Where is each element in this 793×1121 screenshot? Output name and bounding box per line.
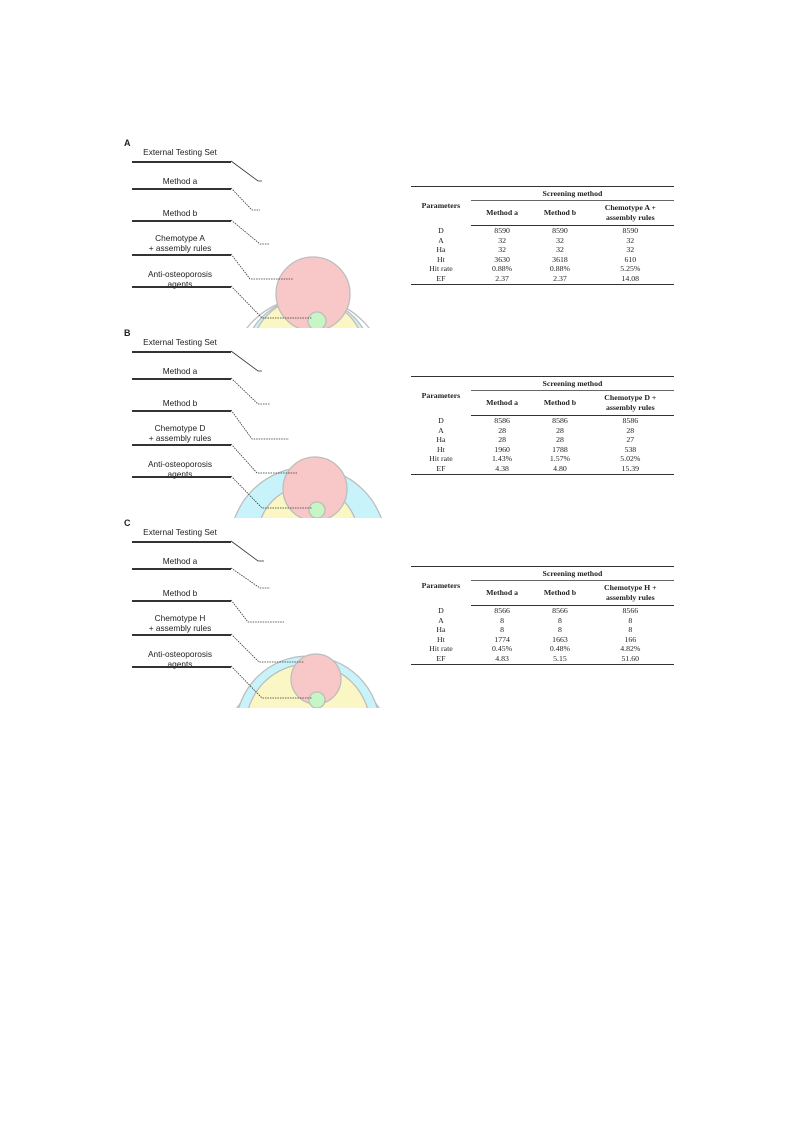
header-chemotype-rules: Chemotype A + assembly rules bbox=[587, 201, 674, 226]
figure-panel-a bbox=[0, 138, 793, 328]
label-underline bbox=[132, 568, 231, 570]
header-chemotype-rules: Chemotype D + assembly rules bbox=[587, 391, 674, 416]
row-parameter: D bbox=[438, 225, 444, 235]
cell-method-b: 1.57% bbox=[549, 454, 571, 464]
label-anti-osteoporosis-agents: Anti-osteoporosis agents bbox=[147, 269, 213, 289]
panel-letter: C bbox=[124, 518, 131, 528]
row-parameter: Ha bbox=[436, 435, 446, 445]
cell-method-b: 8 bbox=[558, 615, 562, 625]
leader-line bbox=[231, 444, 298, 473]
screening-results-table bbox=[411, 186, 674, 285]
cell-method-b: 8 bbox=[558, 625, 562, 635]
results-table bbox=[411, 566, 674, 665]
anti-osteoporosis-agents-circle bbox=[308, 312, 326, 328]
table-row bbox=[411, 236, 674, 246]
label-chemotype: Chemotype H + assembly rules bbox=[148, 613, 212, 633]
header-parameters: Parameters bbox=[411, 187, 471, 226]
cell-method-b: 8586 bbox=[552, 416, 568, 425]
cell-chemotype-rules: 4.82% bbox=[620, 644, 641, 654]
leader-line bbox=[231, 188, 260, 210]
cell-chemotype-rules: 14.08 bbox=[587, 274, 674, 284]
cell-chemotype-rules: 8 bbox=[628, 625, 633, 635]
cell-method-a: 0.45% bbox=[492, 644, 513, 654]
row-parameter: Hit rate bbox=[429, 644, 453, 654]
table-row bbox=[411, 226, 674, 236]
results-table bbox=[411, 186, 674, 285]
cell-method-b: 0.88% bbox=[549, 264, 571, 274]
label-method-a: Method a bbox=[162, 556, 198, 566]
leader-line bbox=[231, 220, 270, 244]
table-row bbox=[411, 255, 674, 265]
table-row bbox=[411, 264, 674, 274]
label-external-testing-set: External Testing Set bbox=[143, 527, 217, 537]
table-row bbox=[411, 274, 674, 284]
cell-method-b: 1788 bbox=[552, 444, 568, 454]
label-underline bbox=[132, 351, 231, 353]
cell-method-b: 8566 bbox=[552, 606, 568, 615]
row-parameter: A bbox=[438, 615, 444, 625]
cell-chemotype-rules: 8590 bbox=[622, 226, 639, 235]
label-underline bbox=[132, 254, 231, 256]
row-parameter: Hit rate bbox=[429, 454, 453, 464]
cell-method-a: 8590 bbox=[494, 226, 510, 235]
table-row bbox=[411, 654, 674, 664]
row-parameter: D bbox=[438, 605, 444, 615]
anti-osteoporosis-agents-circle bbox=[309, 502, 325, 518]
label-anti-osteoporosis-agents: Anti-osteoporosis agents bbox=[147, 459, 213, 479]
row-parameter: EF bbox=[411, 654, 471, 664]
header-screening-method: Screening method bbox=[471, 377, 674, 391]
cell-method-a: 0.88% bbox=[492, 264, 513, 274]
table-row bbox=[411, 606, 674, 616]
cell-chemotype-rules: 51.60 bbox=[587, 654, 674, 664]
cell-method-b: 3618 bbox=[552, 254, 568, 264]
cell-method-a: 4.83 bbox=[471, 654, 533, 664]
row-parameter: Ha bbox=[436, 245, 446, 255]
cell-chemotype-rules: 32 bbox=[626, 245, 635, 255]
cell-method-b: 2.37 bbox=[533, 274, 586, 284]
leader-line bbox=[231, 541, 264, 561]
table-row bbox=[411, 454, 674, 464]
panel-letter: A bbox=[124, 138, 131, 148]
row-parameter: Ht bbox=[437, 634, 445, 644]
label-underline bbox=[132, 410, 231, 412]
screening-results-table bbox=[411, 566, 674, 665]
label-external-testing-set: External Testing Set bbox=[143, 337, 217, 347]
label-method-a: Method a bbox=[162, 366, 198, 376]
label-underline bbox=[132, 188, 231, 190]
label-method-b: Method b bbox=[162, 398, 198, 408]
screening-results-table bbox=[411, 376, 674, 475]
cell-method-a: 2.37 bbox=[471, 274, 533, 284]
header-method-b: Method b bbox=[533, 581, 586, 606]
cell-method-a: 4.38 bbox=[471, 464, 533, 474]
cell-method-b: 4.80 bbox=[533, 464, 586, 474]
leader-line bbox=[231, 378, 270, 404]
cell-method-a: 1960 bbox=[494, 444, 510, 454]
label-underline bbox=[132, 476, 231, 478]
label-underline bbox=[132, 600, 231, 602]
cell-method-b: 28 bbox=[556, 435, 564, 445]
leader-line bbox=[231, 600, 284, 622]
label-external-testing-set: External Testing Set bbox=[143, 147, 217, 157]
cell-chemotype-rules: 166 bbox=[624, 634, 637, 644]
table-row bbox=[411, 445, 674, 455]
row-parameter: A bbox=[438, 425, 444, 435]
header-method-a: Method a bbox=[471, 581, 533, 606]
header-screening-method: Screening method bbox=[471, 187, 674, 201]
header-screening-method: Screening method bbox=[471, 567, 674, 581]
cell-chemotype-rules: 5.02% bbox=[620, 454, 641, 464]
table-row bbox=[411, 435, 674, 445]
header-parameters: Parameters bbox=[411, 377, 471, 416]
cell-chemotype-rules: 8 bbox=[628, 615, 633, 625]
cell-method-a: 8566 bbox=[494, 606, 510, 615]
cell-method-b: 8590 bbox=[552, 226, 568, 235]
table-row bbox=[411, 635, 674, 645]
row-parameter: EF bbox=[411, 274, 471, 284]
cell-chemotype-rules: 8566 bbox=[622, 606, 639, 615]
header-chemotype-rules: Chemotype H + assembly rules bbox=[587, 581, 674, 606]
cell-method-a: 28 bbox=[498, 425, 506, 435]
table-row bbox=[411, 616, 674, 626]
cell-chemotype-rules: 538 bbox=[624, 444, 637, 454]
figure-panel-c bbox=[0, 518, 793, 708]
cell-method-b: 5.15 bbox=[533, 654, 586, 664]
cell-method-a: 3630 bbox=[494, 254, 510, 264]
row-parameter: EF bbox=[411, 464, 471, 474]
figure-panel-b bbox=[0, 328, 793, 518]
cell-method-a: 1.43% bbox=[492, 454, 513, 464]
cell-chemotype-rules: 8586 bbox=[622, 416, 639, 425]
cell-method-b: 28 bbox=[556, 425, 564, 435]
header-parameters: Parameters bbox=[411, 567, 471, 606]
table-row bbox=[411, 416, 674, 426]
label-underline bbox=[132, 161, 231, 163]
table-row bbox=[411, 644, 674, 654]
cell-chemotype-rules: 32 bbox=[626, 235, 635, 245]
anti-osteoporosis-agents-circle bbox=[309, 692, 325, 708]
cell-method-a: 1774 bbox=[494, 634, 510, 644]
cell-chemotype-rules: 28 bbox=[626, 425, 635, 435]
label-underline bbox=[132, 378, 231, 380]
cell-method-b: 32 bbox=[556, 235, 564, 245]
cell-chemotype-rules: 15.39 bbox=[587, 464, 674, 474]
table-row bbox=[411, 426, 674, 436]
label-underline bbox=[132, 444, 231, 446]
label-underline bbox=[132, 286, 231, 288]
label-anti-osteoporosis-agents: Anti-osteoporosis agents bbox=[147, 649, 213, 669]
row-parameter: A bbox=[438, 235, 444, 245]
label-method-a: Method a bbox=[162, 176, 198, 186]
label-underline bbox=[132, 634, 231, 636]
header-method-a: Method a bbox=[471, 201, 533, 226]
cell-method-a: 8586 bbox=[494, 416, 510, 425]
table-row bbox=[411, 464, 674, 474]
row-parameter: D bbox=[438, 415, 444, 425]
cell-method-a: 32 bbox=[498, 245, 506, 255]
cell-method-a: 32 bbox=[498, 235, 506, 245]
leader-line bbox=[231, 351, 262, 371]
leader-line bbox=[231, 568, 270, 588]
label-underline bbox=[132, 666, 231, 668]
row-parameter: Ht bbox=[437, 254, 445, 264]
row-parameter: Hit rate bbox=[429, 264, 453, 274]
cell-method-a: 8 bbox=[500, 615, 505, 625]
label-underline bbox=[132, 541, 231, 543]
leader-line bbox=[231, 410, 289, 439]
label-chemotype: Chemotype A + assembly rules bbox=[148, 233, 212, 253]
panel-letter: B bbox=[124, 328, 131, 338]
cell-method-a: 8 bbox=[500, 625, 505, 635]
label-method-b: Method b bbox=[162, 208, 198, 218]
cell-chemotype-rules: 27 bbox=[626, 435, 635, 445]
cell-method-a: 28 bbox=[498, 435, 506, 445]
header-method-a: Method a bbox=[471, 391, 533, 416]
row-parameter: Ht bbox=[437, 444, 445, 454]
table-row bbox=[411, 625, 674, 635]
cell-method-b: 32 bbox=[556, 245, 564, 255]
cell-chemotype-rules: 610 bbox=[624, 254, 637, 264]
cell-chemotype-rules: 5.25% bbox=[620, 264, 641, 274]
table-row bbox=[411, 245, 674, 255]
row-parameter: Ha bbox=[436, 625, 446, 635]
header-method-b: Method b bbox=[533, 201, 586, 226]
header-method-b: Method b bbox=[533, 391, 586, 416]
results-table bbox=[411, 376, 674, 475]
label-chemotype: Chemotype D + assembly rules bbox=[148, 423, 212, 443]
cell-method-b: 0.48% bbox=[549, 644, 571, 654]
cell-method-b: 1663 bbox=[552, 634, 568, 644]
label-method-b: Method b bbox=[162, 588, 198, 598]
leader-line bbox=[231, 161, 262, 181]
label-underline bbox=[132, 220, 231, 222]
